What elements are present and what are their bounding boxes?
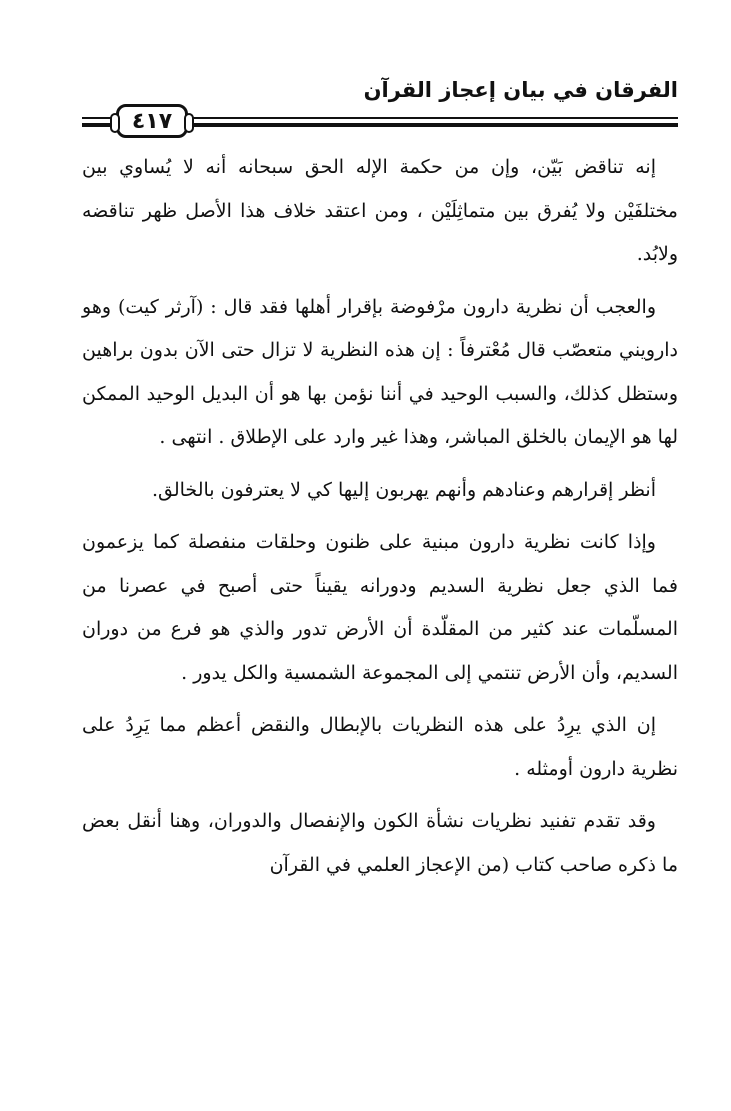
paragraph-6: وقد تقدم تفنيد نظريات نشأة الكون والإنفصال والدوران، وهنا أنقل بعض ما ذكره صاحب كتاب (من الإعجاز العلمي في القرآن	[82, 810, 678, 876]
paragraph-5: إن الذي يرِدُ على هذه النظريات بالإبطال والنقض أعظم مما يَرِدُ على نظرية دارون أومثله .	[82, 714, 678, 780]
page-number-badge: ٤١٧	[116, 104, 188, 138]
paragraph-1: إنه تناقض بَيّن، وإن من حكمة الإله الحق سبحانه أنه لا يُساوي بين مختلفَيْن ولا يُفرق بين متماثِلَيْن ، ومن اعتقد خلاف هذا الأصل ظهر تناقضه ولابُد.	[82, 156, 678, 265]
paragraph-2: والعجب أن نظرية دارون مرْفوضة بإقرار أهلها فقد قال : (آرثر كيت) وهو دارويني متعصّب قال مُعْترفاً : إن هذه النظرية لا تزال حتى الآن بدون براهين وستظل كذلك، والسبب الوحيد في أننا نؤمن بها هو أن البديل الوحيد الممكن لها هو الإيمان بالخلق المباشر، وهذا غير وارد على الإطلاق . انتهى .	[82, 295, 678, 448]
body-text	[82, 146, 678, 896]
running-title: الفرقان في بيان إعجاز القرآن	[363, 78, 678, 102]
paragraph-4: وإذا كانت نظرية دارون مبنية على ظنون وحلقات منفصلة كما يزعمون فما الذي جعل نظرية السديم ودورانه يقيناً حتى أصبح في عصرنا من المسلّمات عند كثير من المقلّدة أن الأرض تدور والذي هو فرع من دوران السديم، وأن الأرض تنتمي إلى المجموعة الشمسية والكل يدور .	[82, 531, 678, 684]
paragraph-3: أنظر إقرارهم وعنادهم وأنهم يهربون إليها كي لا يعترفون بالخالق.	[151, 478, 656, 501]
